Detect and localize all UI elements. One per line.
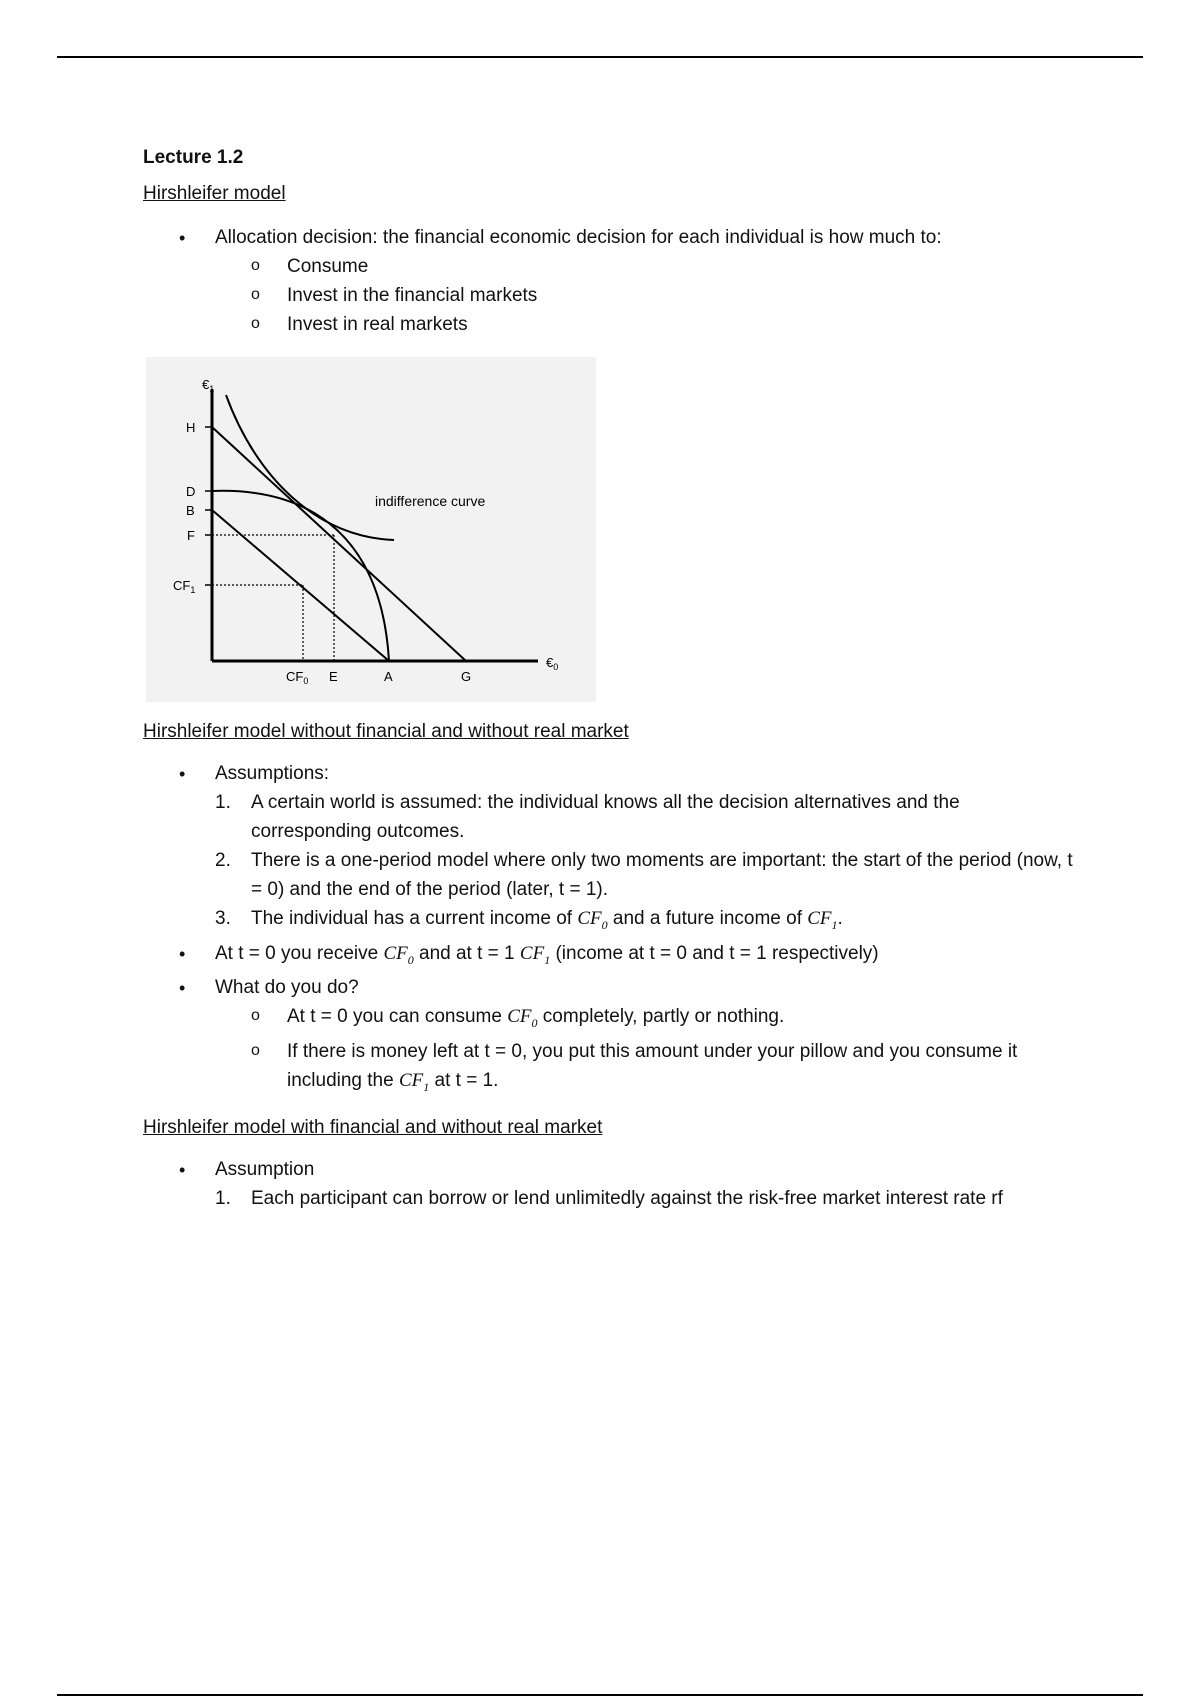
list-item: • What do you do?: [143, 974, 1083, 1002]
indifference-curve-label: indifference curve: [375, 493, 486, 509]
hirshleifer-diagram: [146, 357, 596, 702]
label-f: F: [187, 528, 195, 543]
list-item: 2. There is a one-period model where only two moments are important: the start of the period (now, t = 0) and the end of the period (later, t = 1).: [215, 850, 1073, 900]
label-g: G: [461, 669, 472, 684]
list-item: o At t = 0 you can consume $CF_0$ completely, partly or nothing.: [143, 1002, 1083, 1038]
list-item: o Invest in real markets: [143, 310, 1083, 339]
label-a: A: [384, 669, 393, 684]
math-cf1: $CF_1$: [519, 942, 551, 967]
x-axis-label: $€_0$: [546, 655, 559, 672]
list-item: • At t = 0 you receive $CF_0$ and at t = 1 $CF_1$ (income at t = 0 and t = 1 respectively): [143, 940, 1083, 974]
math-cf0: $CF_0$: [507, 1005, 538, 1030]
transformation-curve: [212, 491, 389, 661]
label-e: E: [329, 669, 338, 684]
label-cf1: $CF_1$: [173, 578, 196, 595]
math-cf0: $CF_0$: [577, 908, 608, 932]
list-item: • Assumption: [143, 1156, 1083, 1184]
market-line: [212, 427, 466, 661]
list-item: • Assumptions:: [143, 760, 1083, 788]
math-cf1: $CF_1$: [807, 908, 838, 932]
list-item: o Invest in the financial markets: [143, 281, 1083, 310]
math-cf1: $CF_1$: [398, 1070, 430, 1095]
bottom-rule: [57, 1694, 1143, 1696]
section-heading-model: Hirshleifer model: [143, 183, 286, 204]
list-item: 1. A certain world is assumed: the individual knows all the decision alternatives and the corresponding outcomes.: [215, 792, 960, 842]
list-item: • Allocation decision: the financial economic decision for each individual is how much to:: [143, 224, 1083, 252]
label-h: H: [186, 420, 196, 435]
section-heading-financial-market: Hirshleifer model with financial and without real market: [143, 1117, 603, 1139]
lecture-title: Lecture 1.2: [143, 147, 244, 168]
section-heading-no-markets: Hirshleifer model without financial and without real market: [143, 721, 629, 742]
document-body: [143, 140, 1083, 1213]
list-item: 3. The individual has a current income of $CF_0$ and a future income of $CF_1$.: [215, 908, 843, 932]
list-item: o Consume: [143, 252, 1083, 281]
budget-line: [212, 510, 389, 661]
list-item: o If there is money left at t = 0, you put this amount under your pillow and you consume it including the $CF_1$ at t = 1.: [143, 1037, 1083, 1102]
label-cf0: $CF_0$: [286, 669, 309, 686]
label-d: D: [186, 484, 196, 499]
list-item: 1. Each participant can borrow or lend unlimitedly against the risk-free market interest rate rf: [215, 1188, 1003, 1210]
label-b: B: [186, 503, 195, 518]
diagram-svg: [146, 357, 596, 702]
top-rule: [57, 56, 1143, 58]
math-cf0: $CF_0$: [383, 942, 414, 967]
y-axis-label: $€_1$: [202, 377, 215, 394]
